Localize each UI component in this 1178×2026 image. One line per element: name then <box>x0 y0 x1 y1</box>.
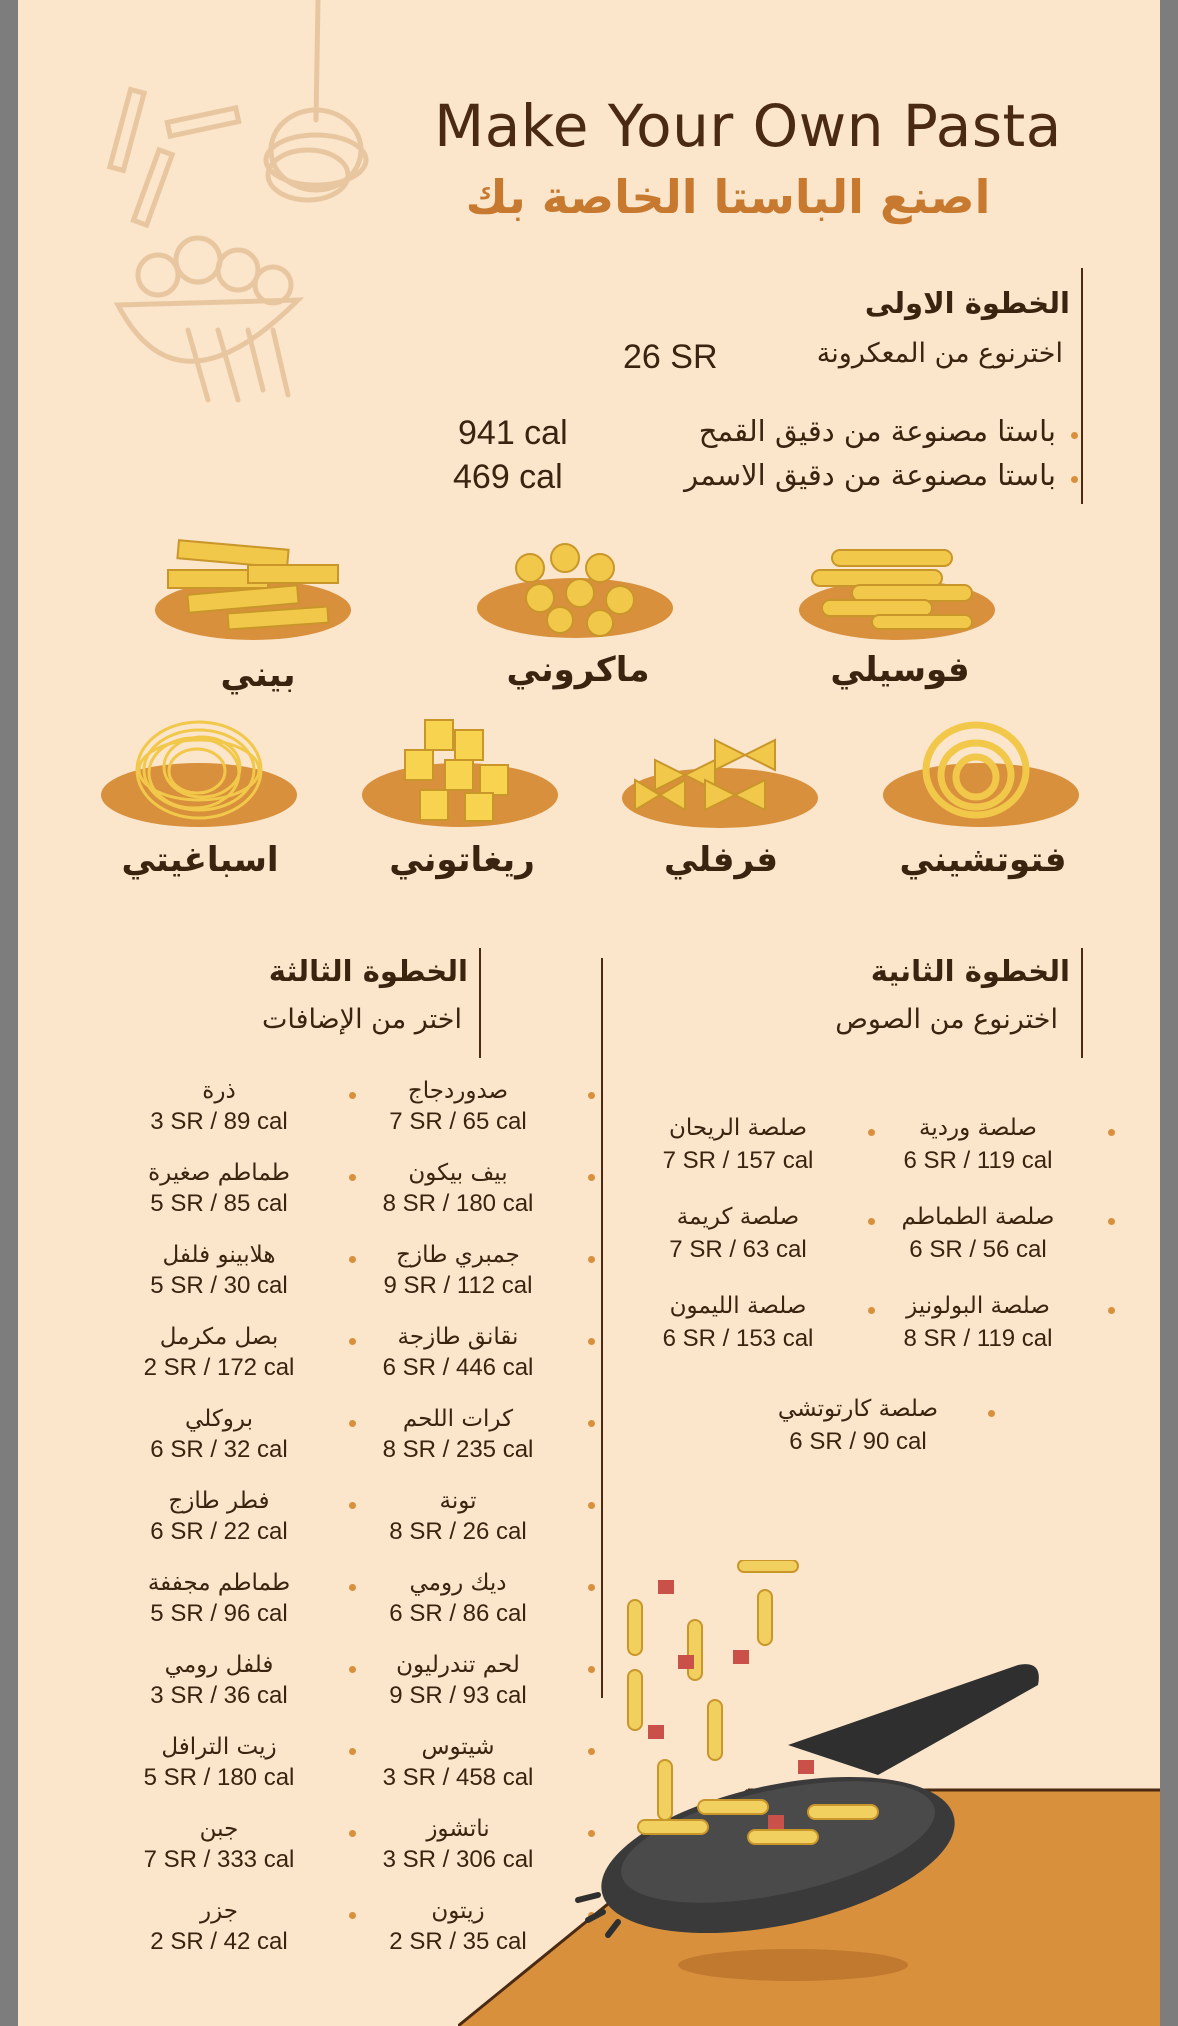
bullet-icon <box>988 1410 995 1417</box>
pan-illustration <box>458 1560 1160 2026</box>
sauce-name: صلصة البولونيز <box>906 1293 1050 1319</box>
step1-subtitle: اخترنوع من المعكرونة <box>816 338 1063 369</box>
topping-item <box>104 1652 334 1710</box>
sauce-price: 8 SR / 119 cal <box>903 1325 1053 1352</box>
bullet-icon <box>868 1307 875 1314</box>
sauce-price: 7 SR / 63 cal <box>669 1236 807 1263</box>
title-arabic: اصنع الباستا الخاصة بك <box>465 170 991 224</box>
sauce-price: 6 SR / 90 cal <box>789 1428 927 1455</box>
step1-price: 26 SR <box>623 338 718 376</box>
sauce-item <box>623 1115 853 1175</box>
fettuccine-plate-illustration <box>876 715 1086 830</box>
topping-item <box>104 1570 334 1628</box>
topping-name: فلفل رومي <box>164 1652 274 1678</box>
sauce-name: صلصة الريحان <box>669 1115 807 1141</box>
bullet-icon <box>349 1748 356 1755</box>
sauce-price: 7 SR / 157 cal <box>662 1147 814 1174</box>
topping-item <box>343 1160 573 1218</box>
topping-price: 5 SR / 85 cal <box>150 1190 288 1217</box>
macaroni-plate-illustration <box>470 528 680 638</box>
sauce-price: 6 SR / 153 cal <box>662 1325 814 1352</box>
topping-name: تونة <box>439 1488 477 1514</box>
sauce-item <box>863 1115 1093 1175</box>
topping-item <box>343 1324 573 1382</box>
topping-item <box>104 1816 334 1874</box>
step1-option <box>458 414 1078 456</box>
topping-name: ديك رومي <box>409 1570 507 1596</box>
topping-name: هلابينو فلفل <box>162 1242 276 1268</box>
sauce-item <box>623 1204 853 1264</box>
topping-item <box>343 1488 573 1546</box>
pasta-label-spaghetti: اسباغيتي <box>121 840 279 880</box>
topping-name: لحم تندرليون <box>396 1652 520 1678</box>
topping-price: 6 SR / 22 cal <box>150 1518 288 1545</box>
farfalle-plate-illustration <box>615 720 825 830</box>
spaghetti-plate-illustration <box>94 715 304 830</box>
topping-name: بروكلي <box>185 1406 253 1432</box>
topping-name: بصل مكرمل <box>159 1324 279 1350</box>
topping-name: طماطم مجففة <box>147 1570 291 1596</box>
topping-price: 8 SR / 180 cal <box>382 1190 534 1217</box>
bullet-icon <box>349 1666 356 1673</box>
topping-name: زيتون <box>431 1898 485 1924</box>
bullet-icon <box>349 1338 356 1345</box>
pasta-label-macaroni: ماكروني <box>506 650 650 690</box>
title-english: Make Your Own Pasta <box>434 92 1062 160</box>
topping-item <box>104 1078 334 1136</box>
topping-price: 2 SR / 42 cal <box>150 1928 288 1955</box>
topping-name: جزر <box>199 1898 238 1924</box>
bullet-icon <box>349 1420 356 1427</box>
topping-price: 5 SR / 180 cal <box>143 1764 295 1791</box>
bullet-icon <box>1071 432 1078 439</box>
sauce-item <box>623 1293 853 1353</box>
sauce-item <box>863 1293 1093 1353</box>
sauce-name: صلصة كارتوتشي <box>777 1396 939 1422</box>
topping-name: نقانق طازجة <box>397 1324 519 1350</box>
bullet-icon <box>349 1256 356 1263</box>
topping-item <box>104 1324 334 1382</box>
topping-item <box>104 1160 334 1218</box>
pasta-sketch-illustration <box>98 0 378 420</box>
bullet-icon <box>349 1092 356 1099</box>
topping-price: 9 SR / 112 cal <box>383 1272 533 1299</box>
pasta-label-fusilli: فوسيلي <box>830 650 970 690</box>
topping-name: كرات اللحم <box>402 1406 514 1432</box>
topping-name: صدوردجاج <box>407 1078 509 1104</box>
menu-page <box>18 0 1160 2026</box>
step1-title: الخطوة الاولى <box>864 286 1070 320</box>
bullet-icon <box>868 1129 875 1136</box>
bullet-icon <box>349 1174 356 1181</box>
topping-name: ناتشوز <box>426 1816 490 1842</box>
topping-price: 9 SR / 93 cal <box>389 1682 527 1709</box>
bullet-icon <box>588 1256 595 1263</box>
sauce-item <box>863 1204 1093 1264</box>
pasta-label-rigatoni: ريغاتوني <box>389 840 535 880</box>
topping-price: 8 SR / 26 cal <box>389 1518 527 1545</box>
topping-item <box>104 1734 334 1792</box>
sauce-price: 6 SR / 119 cal <box>903 1147 1053 1174</box>
step3-title: الخطوة الثالثة <box>268 954 468 988</box>
option-cal: 941 cal <box>458 414 568 452</box>
topping-item <box>343 1242 573 1300</box>
topping-price: 7 SR / 333 cal <box>143 1846 295 1873</box>
topping-price: 7 SR / 65 cal <box>389 1108 527 1135</box>
sauce-name: صلصة وردية <box>919 1115 1037 1141</box>
step1-option <box>453 458 1078 500</box>
topping-price: 6 SR / 446 cal <box>382 1354 534 1381</box>
step2-title: الخطوة الثانية <box>870 954 1070 988</box>
sauce-item <box>743 1396 973 1456</box>
topping-name: جمبري طازج <box>396 1242 520 1268</box>
topping-price: 2 SR / 172 cal <box>143 1354 295 1381</box>
topping-item <box>343 1406 573 1464</box>
bullet-icon <box>1071 476 1078 483</box>
topping-price: 2 SR / 35 cal <box>389 1928 527 1955</box>
topping-price: 6 SR / 32 cal <box>150 1436 288 1463</box>
step3-subtitle: اختر من الإضافات <box>261 1004 462 1035</box>
bullet-icon <box>349 1502 356 1509</box>
topping-name: شيتوس <box>421 1734 495 1760</box>
pasta-label-penne: بيني <box>220 655 296 695</box>
bullet-icon <box>588 1420 595 1427</box>
sauce-price: 6 SR / 56 cal <box>909 1236 1047 1263</box>
topping-item <box>343 1078 573 1136</box>
bullet-icon <box>1108 1307 1115 1314</box>
topping-price: 3 SR / 458 cal <box>382 1764 534 1791</box>
topping-price: 8 SR / 235 cal <box>382 1436 534 1463</box>
pasta-label-fettuccine: فتوتشيني <box>899 840 1067 880</box>
topping-item <box>104 1406 334 1464</box>
topping-price: 5 SR / 30 cal <box>150 1272 288 1299</box>
fusilli-plate-illustration <box>792 530 1002 640</box>
bullet-icon <box>868 1218 875 1225</box>
step1-divider <box>1081 268 1083 504</box>
topping-name: زيت الترافل <box>161 1734 277 1760</box>
topping-price: 3 SR / 306 cal <box>382 1846 534 1873</box>
pasta-label-farfalle: فرفلي <box>664 840 778 880</box>
topping-price: 5 SR / 96 cal <box>150 1600 288 1627</box>
bullet-icon <box>588 1502 595 1509</box>
option-name: باستا مصنوعة من دقيق القمح <box>698 414 1056 448</box>
bullet-icon <box>1108 1218 1115 1225</box>
topping-price: 3 SR / 89 cal <box>150 1108 288 1135</box>
option-name: باستا مصنوعة من دقيق الاسمر <box>684 458 1056 492</box>
topping-item <box>104 1898 334 1956</box>
sauce-name: صلصة الطماطم <box>901 1204 1055 1230</box>
bullet-icon <box>349 1912 356 1919</box>
topping-name: بيف بيكون <box>408 1160 508 1186</box>
option-cal: 469 cal <box>453 458 563 496</box>
bullet-icon <box>349 1584 356 1591</box>
topping-price: 6 SR / 86 cal <box>389 1600 527 1627</box>
topping-item <box>104 1488 334 1546</box>
bullet-icon <box>588 1092 595 1099</box>
topping-name: فطر طازج <box>168 1488 270 1514</box>
penne-plate-illustration <box>148 530 358 640</box>
topping-name: طماطم صغيرة <box>148 1160 290 1186</box>
topping-item <box>104 1242 334 1300</box>
rigatoni-plate-illustration <box>355 715 565 830</box>
bullet-icon <box>349 1830 356 1837</box>
step2-subtitle: اخترنوع من الصوص <box>835 1004 1058 1035</box>
sauce-name: صلصة الليمون <box>669 1293 807 1319</box>
bullet-icon <box>588 1338 595 1345</box>
topping-price: 3 SR / 36 cal <box>150 1682 288 1709</box>
topping-name: جبن <box>199 1816 239 1842</box>
step2-title-divider <box>1081 948 1083 1058</box>
step3-title-divider <box>479 948 481 1058</box>
bullet-icon <box>1108 1129 1115 1136</box>
bullet-icon <box>588 1174 595 1181</box>
topping-name: ذرة <box>202 1078 236 1104</box>
sauce-name: صلصة كريمة <box>676 1204 800 1230</box>
